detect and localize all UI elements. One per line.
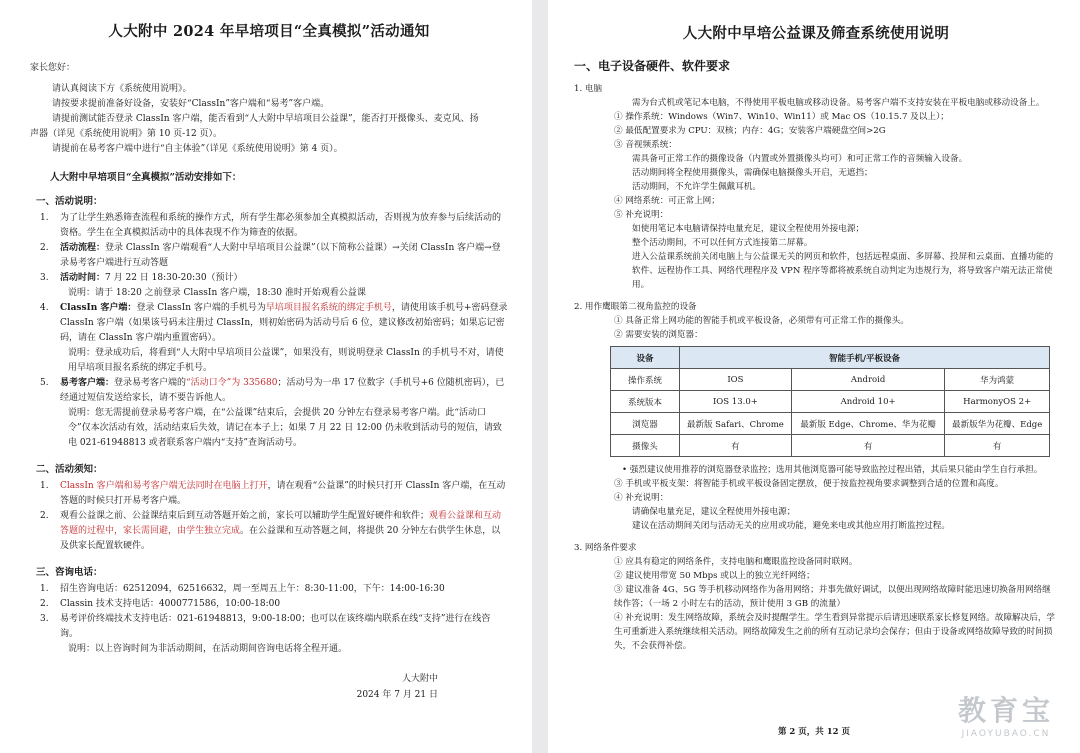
sub-heading: 2. 用作鹰眼第二视角监控的设备 bbox=[574, 302, 697, 312]
intro-line: 请提前在易考客户端中进行“自主体验”（详见《系统使用说明》第 4 页）。 bbox=[52, 144, 343, 154]
note: 说明：登录成功后，将看到“人大附中早培项目公益课”，如果没有，则说明登录 ClassIn 的手机号不对，请使用早培项目报名系统的绑定手机号。 bbox=[68, 348, 504, 373]
page-footer: 第 2 页，共 12 页 bbox=[777, 727, 851, 737]
paragraph: 活动期间，不允许学生佩戴耳机。 bbox=[632, 182, 761, 192]
list-item: ② 建议使用带宽 50 Mbps 或以上的独立光纤网络； bbox=[614, 571, 815, 581]
note: 说明：您无需提前登录易考客户端，在“公益课”结束后，会提供 20 分钟左右登录易考客户端。此“活动口令”仅本次活动有效，活动结束后失效，请记在本子上；如果 7 月 22 日 12:00 仍未收到活动号的短信，请致电 021-61948813 或者联系客户端内“支持”查询活动号。 bbox=[68, 408, 502, 448]
list-item: ② 最低配置要求为 CPU：双核；内存：4G；安装客户端硬盘空间>2G bbox=[614, 126, 886, 136]
signature: 人大附中 2024 年 7 月 21 日 bbox=[356, 674, 438, 700]
table-cell: 有 bbox=[945, 435, 1050, 457]
table-cell: 华为鸿蒙 bbox=[945, 369, 1050, 391]
table-cell: 摄像头 bbox=[611, 435, 680, 457]
table-header-cell: 设备 bbox=[611, 347, 680, 369]
note: 说明：请于 18:20 之前登录 ClassIn 客户端，18:30 准时开始观看公益课 bbox=[68, 288, 366, 298]
greeting: 家长您好： bbox=[30, 63, 76, 73]
sub-heading: 1. 电脑 bbox=[574, 84, 603, 94]
list-item: ④ 补充说明： bbox=[614, 493, 669, 503]
table-cell: 系统版本 bbox=[611, 391, 680, 413]
list-item: 1. 为了让学生熟悉筛查流程和系统的操作方式，所有学生都必须参加全真模拟活动，否则视为放弃参与后续活动的资格。学生在全真模拟活动中的具体表现不作为筛查的依据。 bbox=[40, 213, 502, 238]
device-table bbox=[610, 346, 1050, 457]
list-item: 3. 活动时间：7 月 22 日 18:30-20:30（预计） bbox=[40, 273, 243, 283]
intro-line: 请认真阅读下方《系统使用说明》。 bbox=[52, 84, 192, 94]
paragraph: 需具备可正常工作的摄像设备（内置或外置摄像头均可）和可正常工作的音频输入设备。 bbox=[632, 154, 968, 164]
table-cell: IOS bbox=[680, 369, 792, 391]
section-heading: 三、咨询电话： bbox=[36, 567, 103, 578]
table-row bbox=[611, 435, 1050, 457]
section-heading: 二、活动须知： bbox=[36, 464, 103, 475]
watermark-text: 教育宝 bbox=[957, 694, 1054, 727]
paragraph: 活动期间将全程使用摄像头，需确保电脑摄像头开启，无遮挡； bbox=[632, 168, 873, 178]
intro-line: 请提前测试能否登录 ClassIn 客户端，能否看到“人大附中早培项目公益课”，能否打开摄像头、麦克风、扬 bbox=[52, 114, 479, 124]
schedule-title: 人大附中早培项目“全真模拟”活动安排如下： bbox=[50, 172, 242, 183]
list-item: ③ 音视频系统： bbox=[614, 140, 677, 150]
list-item: ① 操作系统：Windows（Win7、Win10、Win11）或 Mac OS（10.15.7 及以上）； bbox=[614, 112, 949, 122]
table-row bbox=[611, 391, 1050, 413]
table-cell: 最新版华为花瓣、Edge bbox=[945, 413, 1050, 435]
manual-title: 人大附中早培公益课及筛查系统使用说明 bbox=[682, 25, 950, 42]
paragraph: 需为台式机或笔记本电脑，不得使用平板电脑或移动设备。易考客户端不支持安装在平板电脑或移动设备上。 bbox=[632, 98, 1045, 108]
list-item: 1. 招生咨询电话：62512094，62516632，周一至周五上午：8:30-11:00，下午：14:00-16:30 bbox=[40, 584, 445, 594]
notice-page bbox=[0, 0, 532, 753]
intro-line: 请按要求提前准备好设备，安装好“ClassIn”客户端和“易考”客户端。 bbox=[52, 99, 330, 109]
paragraph: 请确保电量充足，建议全程使用外接电源； bbox=[632, 507, 796, 517]
table-cell: 有 bbox=[791, 435, 945, 457]
list-item: 2. 活动流程：登录 ClassIn 客户端观看“人大附中早培项目公益课”（以下简称公益课）→关闭 ClassIn 客户端→登录易考客户端进行互动答题 bbox=[40, 243, 501, 268]
paragraph: 建议在活动期间关闭与活动无关的应用或功能，避免来电或其他应用打断监控过程。 bbox=[632, 521, 950, 531]
section-heading: 一、电子设备硬件、软件要求 bbox=[574, 59, 731, 73]
table-row bbox=[611, 369, 1050, 391]
manual-page bbox=[548, 0, 1080, 753]
list-item: 5. 易考客户端：登录易考客户端的“活动口令”为 335680；活动号为一串 17 位数字（手机号+6 位随机密码），已经通过短信发送给家长，请不要告诉他人。 bbox=[40, 378, 505, 403]
section-heading: 一、活动说明： bbox=[36, 196, 103, 207]
list-item: 3. 易考评价终端技术支持电话：021-61948813，9:00-18:00；也可以在该终端内联系在线“支持”进行在线咨询。 bbox=[40, 614, 491, 639]
table-cell: 最新版 Safari、Chrome bbox=[680, 413, 792, 435]
table-cell: 浏览器 bbox=[611, 413, 680, 435]
list-item: ④ 补充说明：发生网络故障，系统会及时提醒学生。学生看到异常提示后请迅速联系家长修复网络。故障解决后，学生可重新进入系统继续相关活动。网络故障发生之前的所有互动记录均会保存；但由于设备或网络故障导致的时间损失，不会获得补偿。 bbox=[614, 613, 1056, 651]
list-item: ⑤ 补充说明： bbox=[614, 210, 669, 220]
list-item: 1. ClassIn 客户端和易考客户端无法同时在电脑上打开，请在观看“公益课”的时候只打开 ClassIn 客户端，在互动答题的时候只打开易考客户端。 bbox=[40, 481, 506, 506]
note: 说明：以上咨询时间为非活动期间，在活动期间咨询电话将全程开通。 bbox=[68, 644, 348, 654]
list-item: 4. ClassIn 客户端：登录 ClassIn 客户端的手机号为早培项目报名系统的绑定手机号，请使用该手机号+密码登录 ClassIn 客户端（如果该号码未注册过 ClassIn，则初始密码为活动号后 6 位，建议修改初始密码；如果忘记密码，请在 ClassIn 客户端内重置密码）。 bbox=[40, 303, 508, 343]
list-item: ③ 建议准备 4G、5G 等手机移动网络作为备用网络；并事先做好调试，以便出现网络故障时能迅速切换备用网络继续作答；（一场 2 小时左右的活动，预计使用 3 GB 的流量） bbox=[614, 585, 1051, 609]
list-item: ④ 网络系统：可正常上网； bbox=[614, 196, 720, 206]
table-cell: 有 bbox=[680, 435, 792, 457]
table-cell: Android 10+ bbox=[791, 391, 945, 413]
table-header-row bbox=[611, 347, 1050, 369]
watermark-url: JIAOYUBAO.CN bbox=[961, 729, 1051, 739]
paragraph: 进入公益课系统前关闭电脑上与公益课无关的网页和软件，包括远程桌面、多屏幕、投屏和云桌面、直播功能的软件、远程协作工具、网络代理程序及 VPN 程序等都将被系统自动判定为违规行为，将导致客户端无法正常使用。 bbox=[632, 252, 1054, 290]
notice-title: 人大附中 2024 年早培项目“全真模拟”活动通知 bbox=[108, 23, 430, 40]
intro-line: 声器（详见《系统使用说明》第 10 页-12 页）。 bbox=[30, 129, 223, 139]
paragraph: 整个活动期间，不可以任何方式连接第二屏幕。 bbox=[632, 238, 813, 248]
table-cell: 操作系统 bbox=[611, 369, 680, 391]
table-header-cell: 智能手机/平板设备 bbox=[680, 347, 1050, 369]
table-cell: HarmonyOS 2+ bbox=[945, 391, 1050, 413]
bullet-note: • 强烈建议使用推荐的浏览器登录监控；选用其他浏览器可能导致监控过程出错，其后果只能由学生自行承担。 bbox=[622, 465, 1043, 475]
table-cell: IOS 13.0+ bbox=[680, 391, 792, 413]
watermark-logo bbox=[958, 689, 1054, 739]
list-item: 2. 观看公益课之前、公益课结束后到互动答题开始之前，家长可以辅助学生配置好硬件和软件；观看公益课和互动答题的过程中，家长需回避，由学生独立完成。在公益课和互动答题之间，将提供 20 分钟左右供学生休息，以及供家长配置软硬件。 bbox=[40, 511, 502, 551]
table-cell: Android bbox=[791, 369, 945, 391]
paragraph: 如使用笔记本电脑请保持电量充足，建议全程使用外接电源； bbox=[632, 224, 865, 234]
table-row bbox=[611, 413, 1050, 435]
list-item: 2. Classin 技术支持电话：4000771586，10:00-18:00 bbox=[40, 599, 281, 609]
sub-heading: 3. 网络条件要求 bbox=[574, 543, 637, 553]
list-item: ① 应具有稳定的网络条件，支持电脑和鹰眼监控设备同时联网。 bbox=[614, 557, 858, 567]
table-cell: 最新版 Edge、Chrome、华为花瓣 bbox=[791, 413, 945, 435]
list-item: ① 具备正常上网功能的智能手机或平板设备，必须带有可正常工作的摄像头。 bbox=[614, 316, 909, 326]
list-item: ③ 手机或平板支架：将智能手机或平板设备固定摆放，便于按监控视角要求调整到合适的位置和高度。 bbox=[614, 479, 1004, 489]
list-item: ② 需要安装的浏览器： bbox=[614, 330, 703, 340]
